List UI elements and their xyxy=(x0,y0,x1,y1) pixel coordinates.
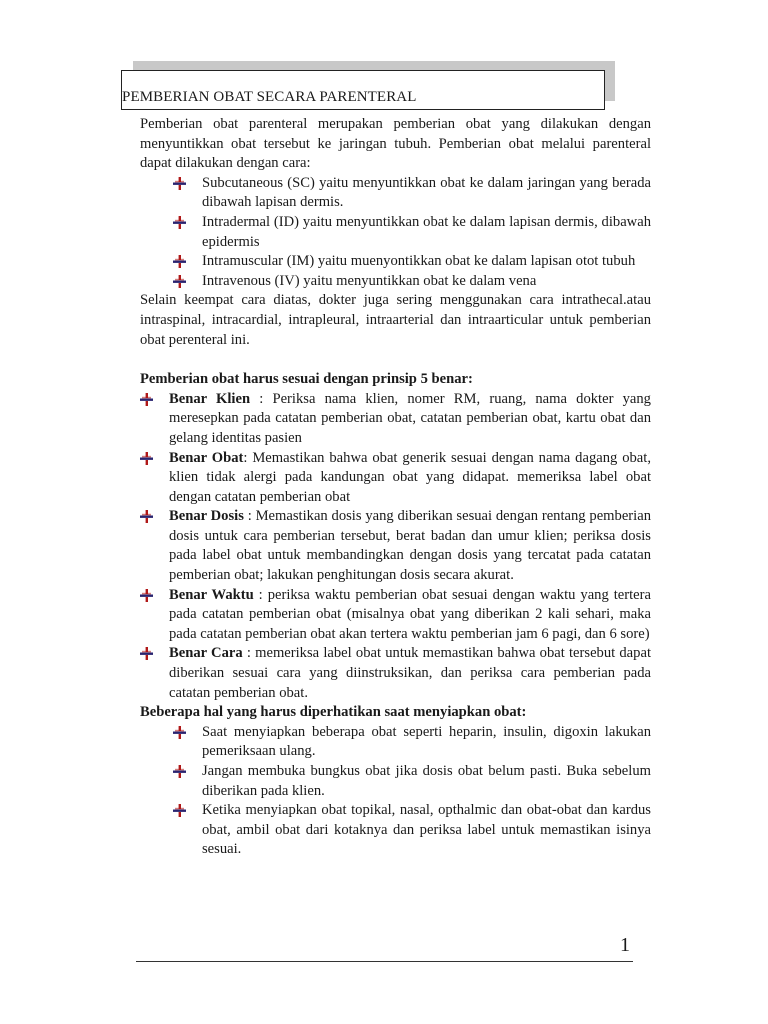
prep-heading: Beberapa hal yang harus diperhatikan saat menyiapkan obat: xyxy=(140,704,527,721)
principle-text: : Periksa nama klien, nomer RM, ruang, nama dokter yang meresepkan pada catatan pemberian obat, catatan pemberian obat, kartu obat dan gelang identitas pasien xyxy=(169,390,651,446)
list-item xyxy=(140,390,651,449)
pushpin-bullet-icon xyxy=(173,216,187,230)
list-item xyxy=(140,762,651,801)
pushpin-bullet-icon xyxy=(173,255,187,269)
title-box xyxy=(121,70,605,110)
pushpin-bullet-icon xyxy=(173,177,187,191)
list-item-text: Subcutaneous (SC) yaitu menyuntikkan obat ke dalam jaringan yang berada dibawah lapisan dermis. xyxy=(202,174,651,211)
list-item-text: Ketika menyiapkan obat topikal, nasal, opthalmic dan obat-obat dan kardus obat, ambil obat dari kotaknya dan periksa label untuk memastikan isinya sesuai. xyxy=(202,802,651,858)
pushpin-bullet-icon xyxy=(140,510,154,524)
pushpin-bullet-icon xyxy=(140,589,154,603)
pushpin-bullet-icon xyxy=(173,726,187,740)
list-item xyxy=(140,252,651,272)
list-item xyxy=(140,644,651,703)
route-list xyxy=(140,174,651,292)
list-item-text: Intradermal (ID) yaitu menyuntikkan obat ke dalam lapisan dermis, dibawah epidermis xyxy=(202,213,651,250)
footer-divider xyxy=(136,961,633,962)
prep-list xyxy=(140,723,651,860)
list-item xyxy=(140,586,651,645)
list-item xyxy=(140,213,651,252)
principle-term: Benar Obat xyxy=(169,449,244,466)
principle-term: Benar Dosis xyxy=(169,508,244,525)
other-routes-paragraph: Selain keempat cara diatas, dokter juga sering menggunakan cara intrathecal.atau intraspinal, intracardial, intrapleural, intraarterial dan intraarticular untuk pemberian obat perenteral ini. xyxy=(140,292,651,348)
pushpin-bullet-icon xyxy=(173,765,187,779)
list-item-text: Intramuscular (IM) yaitu muenyontikkan obat ke dalam lapisan otot tubuh xyxy=(202,253,636,270)
list-item xyxy=(140,507,651,585)
list-item xyxy=(140,449,651,508)
pushpin-bullet-icon xyxy=(173,804,187,818)
list-item xyxy=(140,723,651,762)
list-item-text: Jangan membuka bungkus obat jika dosis obat belum pasti. Buka sebelum diberikan pada klien. xyxy=(202,763,651,799)
pushpin-bullet-icon xyxy=(140,393,154,407)
principle-text: : memeriksa label obat untuk memastikan bahwa obat tersebut dapat diberikan sesuai cara yang diinstruksikan, dan periksa cara pemberian pada catatan pemberian obat. xyxy=(169,645,651,701)
principle-term: Benar Klien xyxy=(169,390,251,407)
intro-paragraph: Pemberian obat parenteral merupakan pemberian obat yang dilakukan dengan menyuntikkan obat tersebut ke jaringan tubuh. Pemberian obat melalui parenteral dapat dilakukan dengan cara: xyxy=(140,116,651,172)
principle-text: : Memastikan dosis yang diberikan sesuai dengan rentang pemberian dosis untuk cara pemberian tersebut, berat badan dan umur klien; periksa dosis pada label obat untuk membandingkan dengan dosis yang tercatat pada catatan pemberian obat; lakukan penghitungan dosis secara akurat. xyxy=(169,508,651,584)
principles-list xyxy=(140,390,651,704)
pushpin-bullet-icon xyxy=(140,452,154,466)
list-item-text: Intravenous (IV) yaitu menyuntikkan obat ke dalam vena xyxy=(202,272,537,289)
list-item-text: Saat menyiapkan beberapa obat seperti heparin, insulin, digoxin lakukan pemeriksaan ulang. xyxy=(202,723,651,760)
list-item xyxy=(140,174,651,213)
page-title: PEMBERIAN OBAT SECARA PARENTERAL xyxy=(122,89,417,105)
principle-term: Benar Waktu xyxy=(169,586,254,603)
principle-term: Benar Cara xyxy=(169,645,243,662)
page-number: 1 xyxy=(620,934,630,956)
principle-text: : Memastikan bahwa obat generik sesuai dengan nama dagang obat, klien tidak alergi pada kandungan obat yang didapat. memeriksa label obat dengan catatan pemberian obat xyxy=(169,449,651,505)
list-item xyxy=(140,272,651,292)
pushpin-bullet-icon xyxy=(140,647,154,661)
list-item xyxy=(140,801,651,860)
principle-text: : periksa waktu pemberian obat sesuai dengan waktu yang tertera pada catatan pemberian obat (misalnya obat yang diberikan 2 kali sehari, maka pada catatan pemberian obat akan tertera waktu pemberian jam 6 pagi, dan 6 sore) xyxy=(169,586,651,642)
principles-heading: Pemberian obat harus sesuai dengan prinsip 5 benar: xyxy=(140,371,473,388)
document-body xyxy=(140,115,651,860)
pushpin-bullet-icon xyxy=(173,275,187,289)
